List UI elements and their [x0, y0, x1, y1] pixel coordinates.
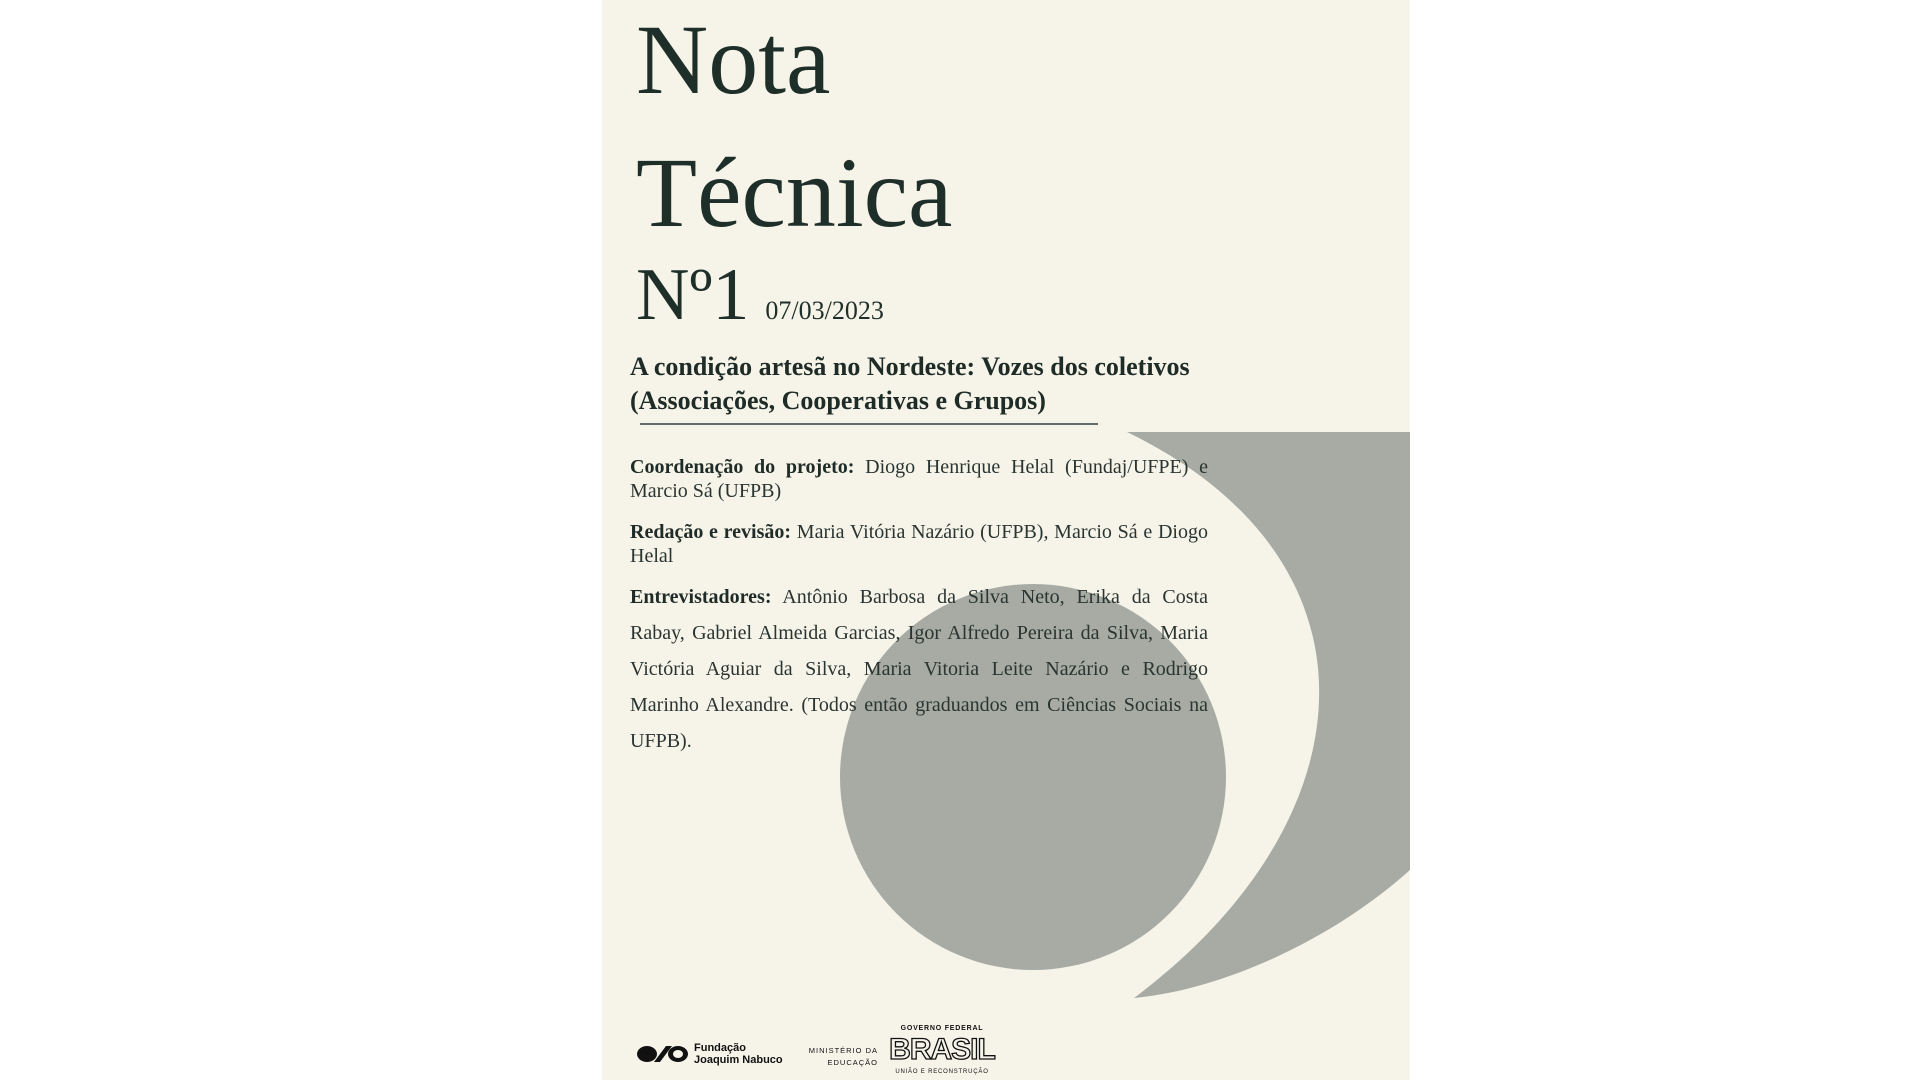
mec-line-1: MINISTÉRIO DA: [808, 1046, 878, 1055]
subtitle-line-1: A condição artesã no Nordeste: Vozes dos coletivos: [630, 352, 1190, 381]
subtitle-underline: [640, 423, 1098, 425]
mec-line-2: EDUCAÇÃO: [827, 1058, 878, 1067]
fundaj-line-2: Joaquim Nabuco: [694, 1054, 783, 1066]
number-date-row: [636, 254, 884, 336]
subtitle-line-2: (Associações, Cooperativas e Grupos): [630, 386, 1046, 415]
fundaj-line-1: Fundação: [694, 1042, 746, 1054]
mec-logo-text: [794, 1045, 878, 1069]
gov-logo-bottom: UNIÃO E RECONSTRUÇÃO: [895, 1069, 989, 1075]
document-subtitle: [630, 350, 1270, 418]
title-nota: Nota: [636, 4, 831, 115]
fundaj-logo-text: [694, 1042, 783, 1066]
writing-value: Maria Vitória Nazário (UFPB), Marcio Sá e Diogo Helal: [630, 521, 1208, 567]
gov-logo-top: GOVERNO FEDERAL: [900, 1025, 984, 1032]
note-date: 07/03/2023: [765, 296, 884, 325]
coordination-value: Diogo Henrique Helal (Fundaj/UFPE) e Marcio Sá (UFPB): [630, 456, 1208, 502]
gov-logo-brasil: BRASIL: [889, 1033, 995, 1066]
document-cover-page: [602, 0, 1410, 1080]
interviewers-paragraph: [630, 579, 1208, 759]
interviewers-label: Entrevistadores:: [630, 586, 772, 608]
interviewers-value: Antônio Barbosa da Silva Neto, Erika da Costa Rabay, Gabriel Almeida Garcias, Igor Alfredo Pereira da Silva, Maria Victória Aguiar da Silva, Maria Vitoria Leite Nazário e Rodrigo Marinho Alexandre. (Todos então graduandos em Ciências Sociais na UFPB).: [630, 586, 1208, 752]
title-tecnica: Técnica: [636, 137, 953, 248]
credits-block: [630, 455, 1208, 776]
writing-label: Redação e revisão:: [630, 521, 792, 543]
footer-logos: [602, 1020, 1410, 1080]
writing-paragraph: [630, 520, 1208, 568]
coordination-label: Coordenação do projeto:: [630, 456, 855, 478]
coordination-paragraph: [630, 455, 1208, 503]
note-number: Nº1: [636, 254, 750, 336]
fundaj-logo-icon: [636, 1042, 690, 1066]
